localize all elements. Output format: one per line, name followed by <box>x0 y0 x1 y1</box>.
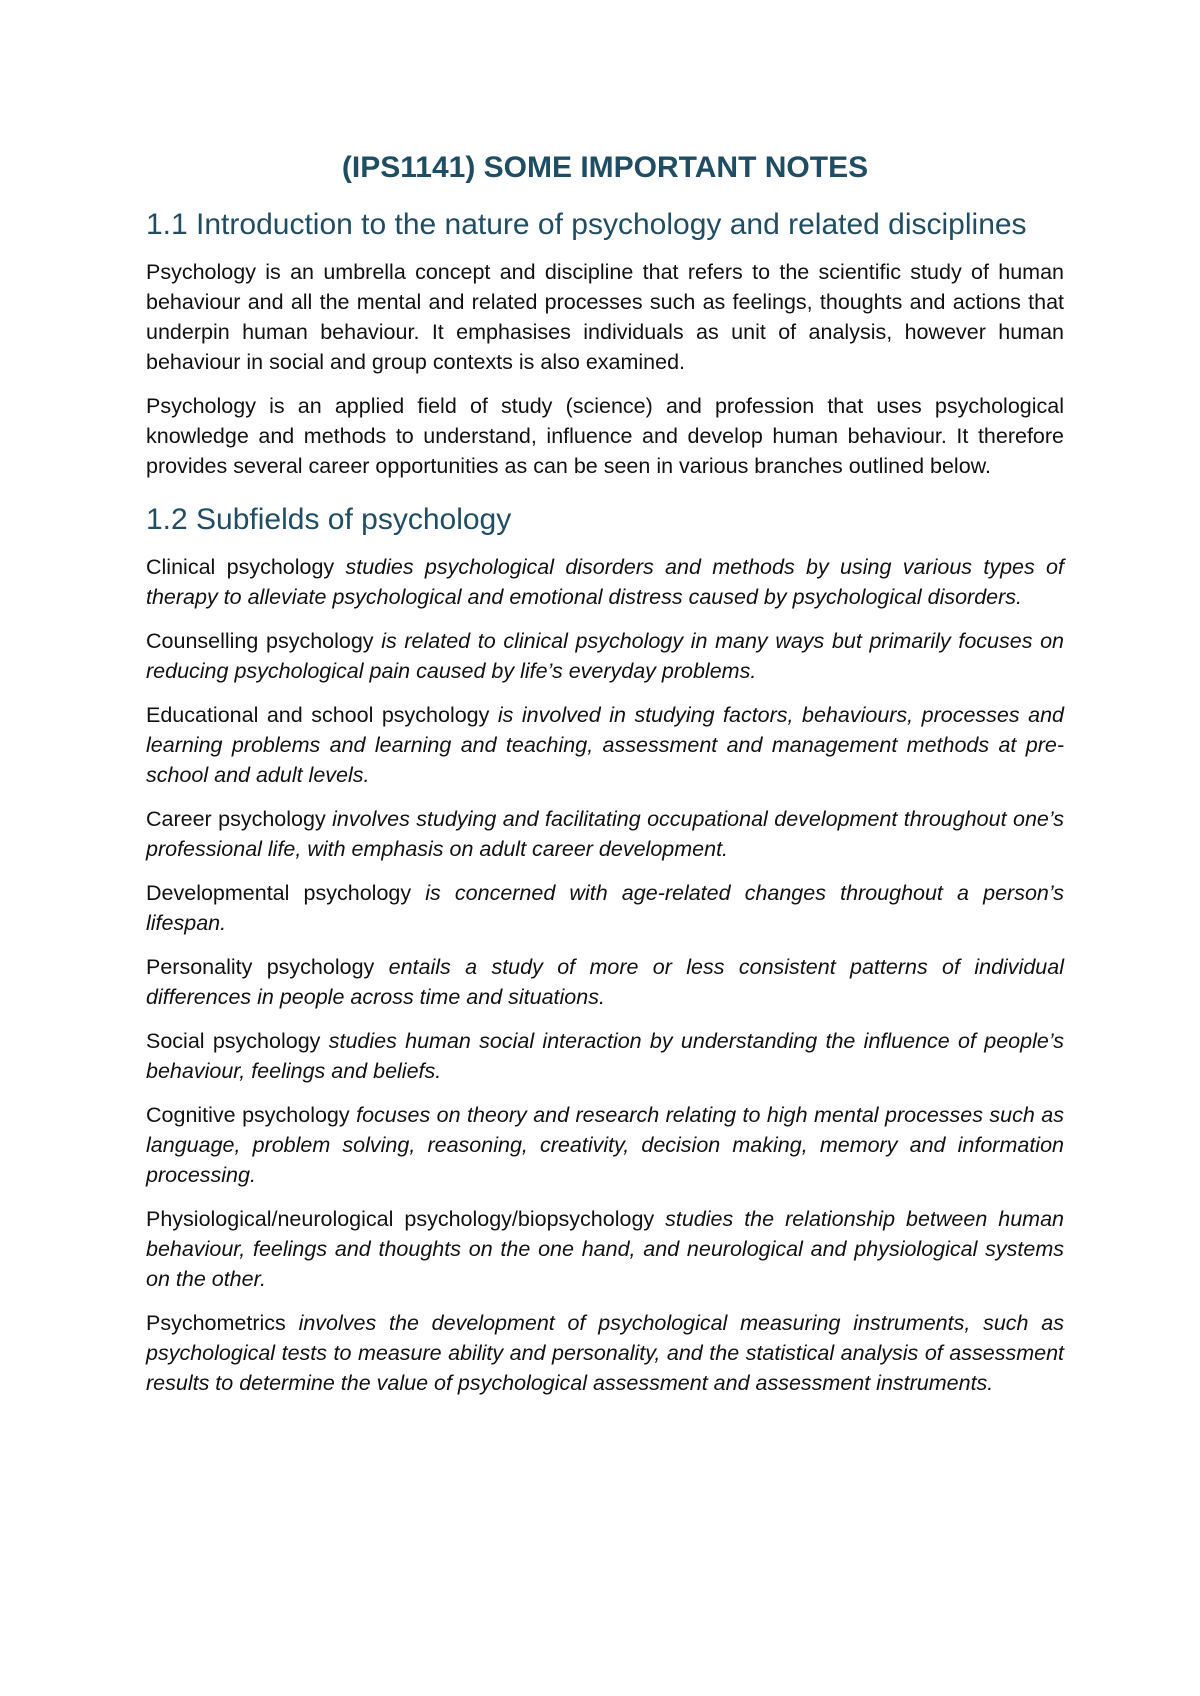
subfield-psychometrics <box>146 1308 1064 1398</box>
section-heading-subfields: 1.2 Subfields of psychology <box>146 503 512 536</box>
subfield-description: studies psychological disorders and methods by using various types of therapy to alleviate psychological and emotional distress caused by psychological disorders. <box>146 555 1064 609</box>
subfield-description: entails a study of more or less consistent patterns of individual differences in people across time and situations. <box>146 955 1064 1009</box>
section-heading-introduction: 1.1 Introduction to the nature of psychology and related disciplines <box>146 208 1027 241</box>
intro-paragraph: Psychology is an applied field of study (science) and profession that uses psychological knowledge and methods to understand, influence and develop human behaviour. It therefore provides several career opportunities as can be seen in various branches outlined below. <box>146 394 1064 478</box>
subfield-term: Psychometrics <box>146 1311 286 1335</box>
subfield-personality <box>146 952 1064 1012</box>
document-page <box>146 150 1064 1412</box>
subfield-description: involves the development of psychological measuring instruments, such as psychological tests to measure ability and personality, and the statistical analysis of assessment results to determine the value of psychological assessment and assessment instruments. <box>146 1311 1064 1395</box>
subfield-cognitive <box>146 1100 1064 1190</box>
subfield-term: Career psychology <box>146 807 326 831</box>
subfield-description: is related to clinical psychology in many ways but primarily focuses on reducing psychological pain caused by life’s everyday problems. <box>146 629 1064 683</box>
subfield-developmental <box>146 878 1064 938</box>
subfield-term: Developmental psychology <box>146 881 412 905</box>
subfield-description: studies human social interaction by understanding the influence of people’s behaviour, feelings and beliefs. <box>146 1029 1064 1083</box>
subfield-term: Social psychology <box>146 1029 321 1053</box>
subfield-educational <box>146 700 1064 790</box>
subfield-term: Counselling psychology <box>146 629 374 653</box>
subfield-career <box>146 804 1064 864</box>
intro-paragraph: Psychology is an umbrella concept and discipline that refers to the scientific study of human behaviour and all the mental and related processes such as feelings, thoughts and actions that underpin human behaviour. It emphasises individuals as unit of analysis, however human behaviour in social and group contexts is also examined. <box>146 260 1064 374</box>
subfield-term: Clinical psychology <box>146 555 335 579</box>
subfield-description: is concerned with age-related changes throughout a person’s lifespan. <box>146 881 1064 935</box>
subfield-description: studies the relationship between human behaviour, feelings and thoughts on the one hand, and neurological and physiological systems on the other. <box>146 1207 1064 1291</box>
subfield-term: Physiological/neurological psychology/biopsychology <box>146 1207 655 1231</box>
subfield-description: focuses on theory and research relating to high mental processes such as language, problem solving, reasoning, creativity, decision making, memory and information processing. <box>146 1103 1064 1187</box>
subfield-counselling <box>146 626 1064 686</box>
subfield-term: Personality psychology <box>146 955 375 979</box>
subfield-description: involves studying and facilitating occupational development throughout one’s professional life, with emphasis on adult career development. <box>146 807 1065 861</box>
subfield-physiological <box>146 1204 1064 1294</box>
subfield-term: Educational and school psychology <box>146 703 490 727</box>
subfield-term: Cognitive psychology <box>146 1103 350 1127</box>
subfield-social <box>146 1026 1064 1086</box>
subfield-description: is involved in studying factors, behaviours, processes and learning problems and learning and teaching, assessment and management methods at pre-school and adult levels. <box>146 703 1064 787</box>
document-title: (IPS1141) SOME IMPORTANT NOTES <box>341 151 869 184</box>
subfield-clinical <box>146 552 1064 612</box>
